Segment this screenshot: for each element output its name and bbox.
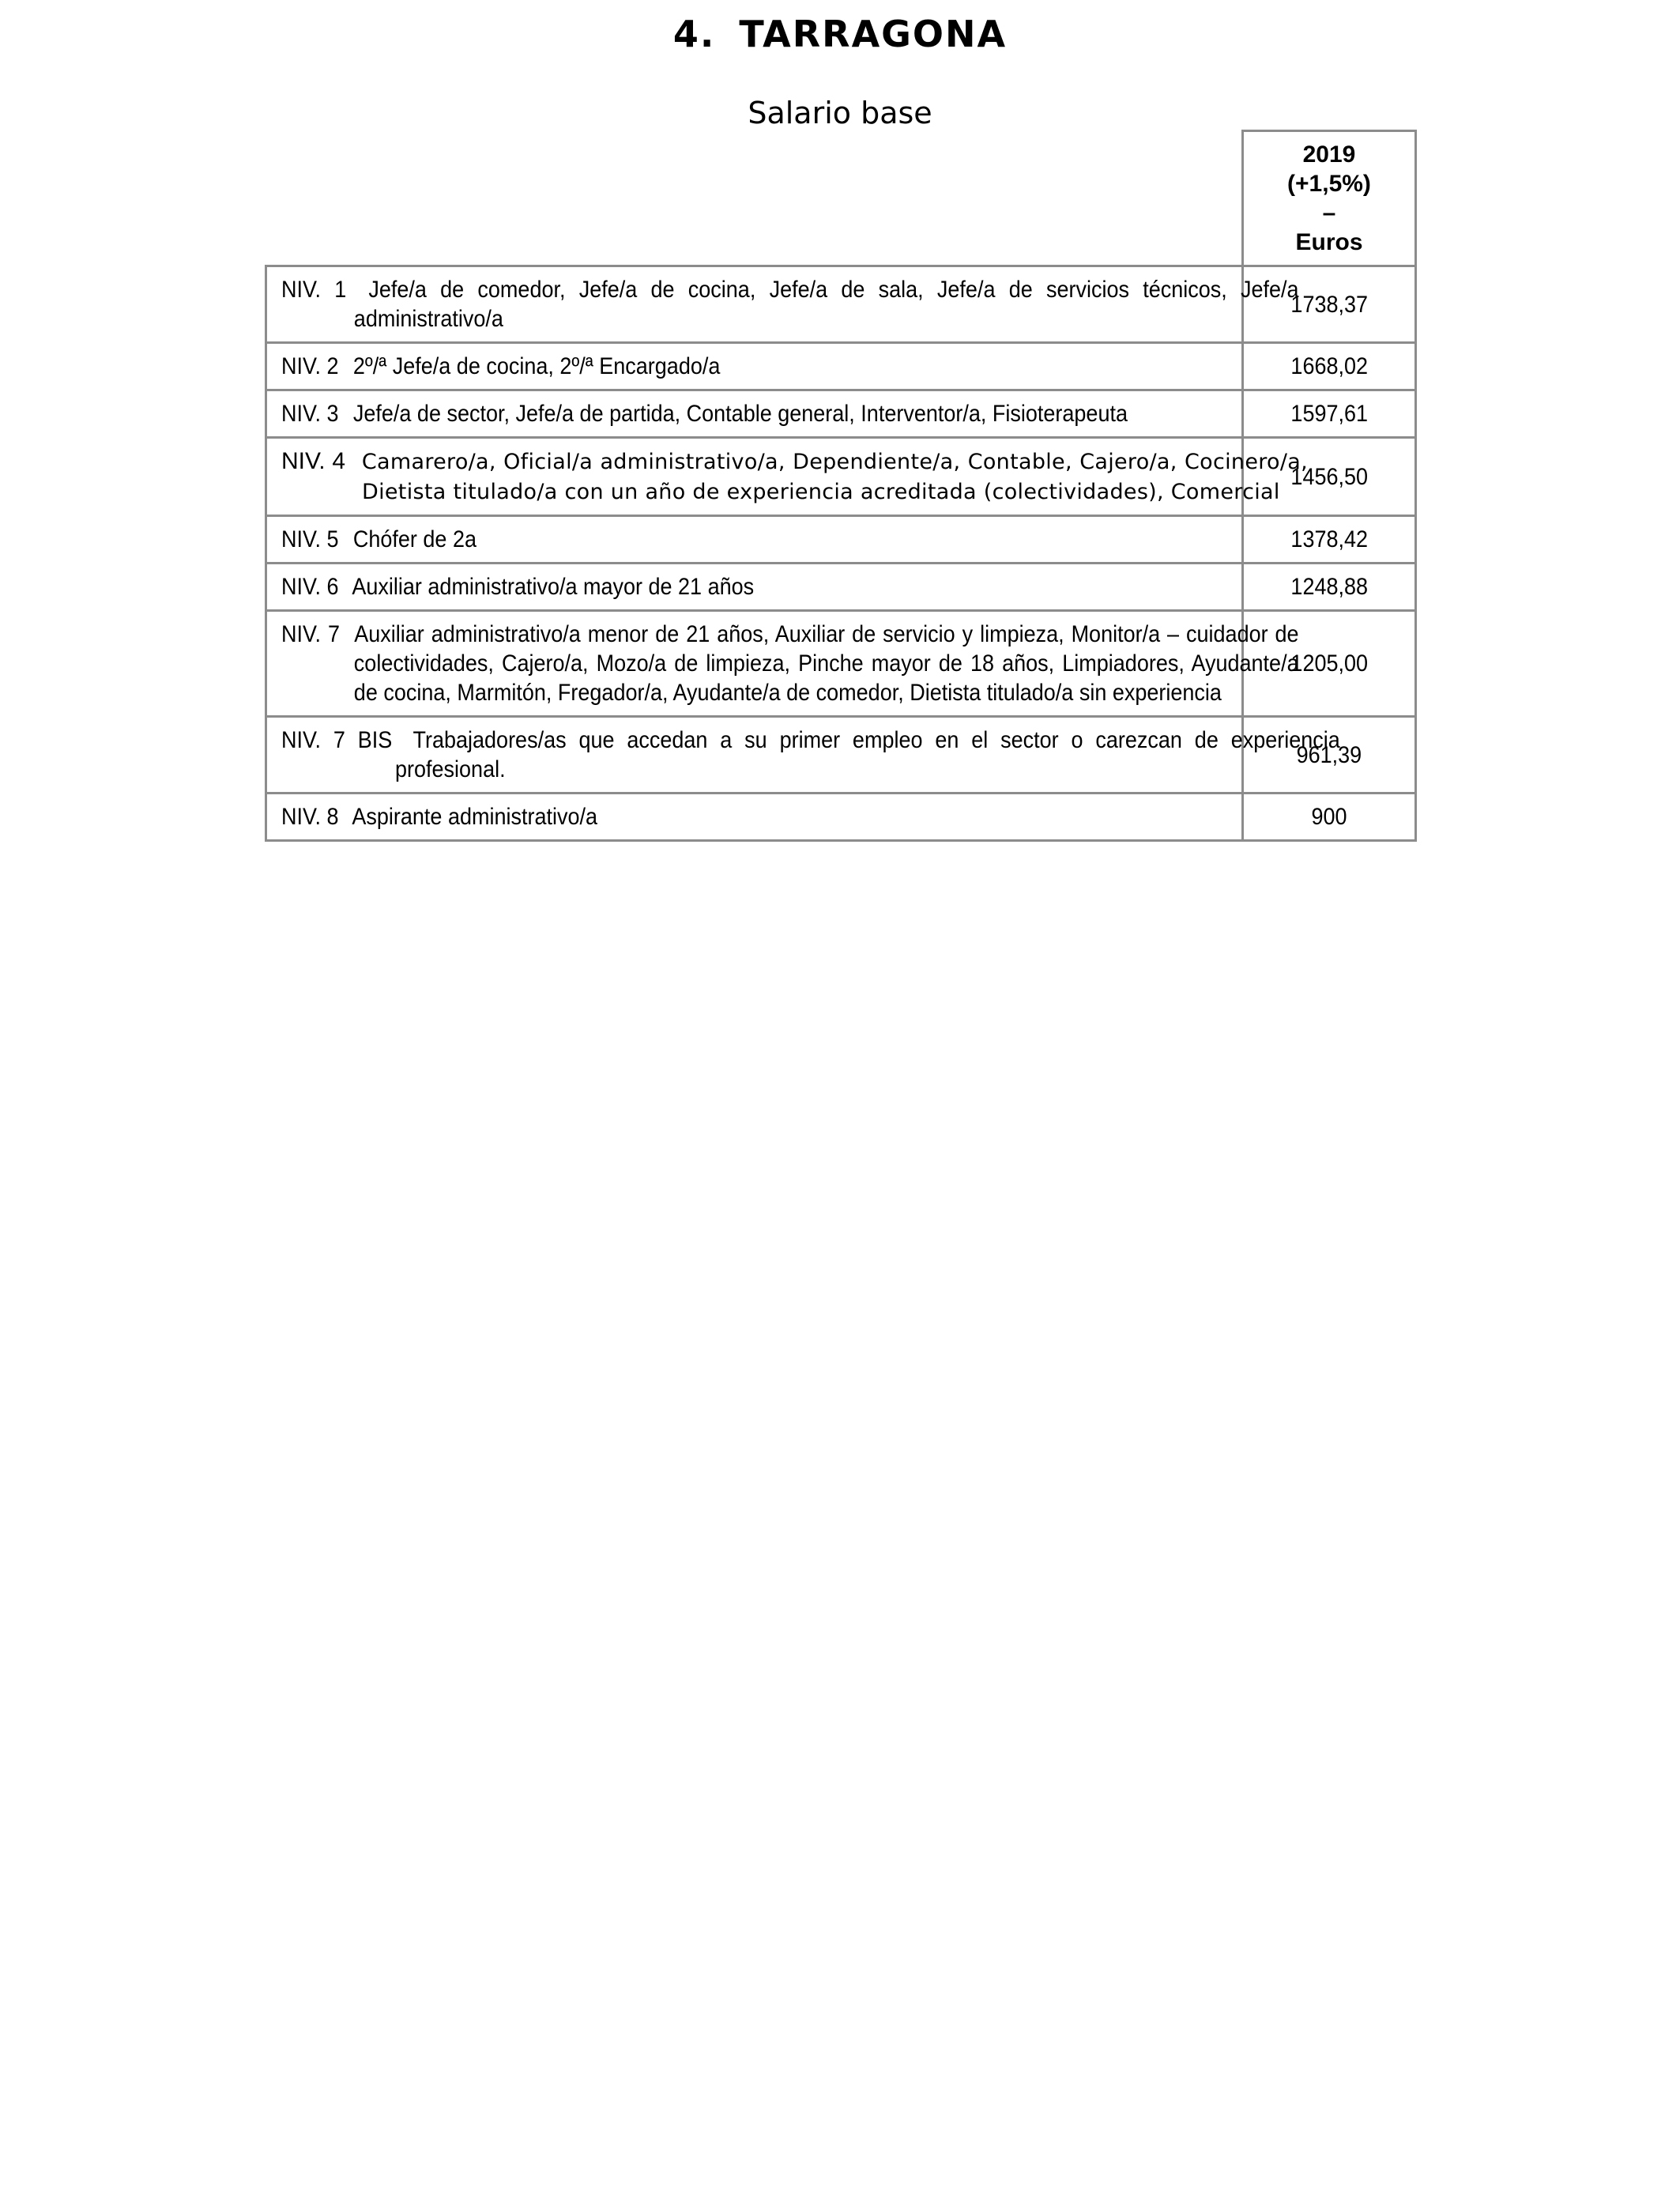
row-level: NIV. 7 [281,621,340,647]
row-level: NIV. 2 [281,353,339,379]
row-level: NIV. 8 [281,804,339,830]
salary-table [265,130,1417,842]
row-value-text: 1668,02 [1290,353,1368,379]
row-level: NIV. 7 BIS [281,727,393,753]
header-dash: – [1322,200,1336,226]
row-roles: Chófer de 2a [352,526,477,552]
table-row [266,390,1416,438]
table-row [266,343,1416,390]
table-row [266,266,1416,343]
row-description [266,266,1299,343]
row-roles: Jefe/a de sector, Jefe/a de partida, Contable general, Interventor/a, Fisioterapeuta [352,401,1128,427]
table-header-row [266,131,1416,266]
table-row [266,611,1416,717]
header-year-cell [1243,131,1416,266]
header-year: 2019 [1302,141,1356,168]
section-number: 4. [672,13,716,55]
row-description [266,390,1243,438]
section-title: TARRAGONA [739,13,1008,55]
header-currency: Euros [1295,229,1363,255]
row-level: NIV. 3 [281,401,339,427]
row-level: NIV. 4 [281,448,346,474]
table-row [266,794,1416,841]
row-value-text: 1248,88 [1290,574,1368,600]
page-title [0,9,1680,58]
row-value-text: 1456,50 [1290,463,1368,490]
table-row [266,438,1416,516]
row-value-text: 1738,37 [1290,291,1368,318]
table-subtitle: Salario base [748,96,932,130]
row-level: NIV. 5 [281,526,339,552]
header-increase: (+1,5%) [1287,171,1371,197]
header-empty-cell [266,131,1243,266]
row-value-text: 900 [1311,804,1347,830]
row-description [266,611,1299,717]
row-roles: Auxiliar administrativo/a mayor de 21 años [352,574,755,600]
row-roles: 2º/ª Jefe/a de cocina, 2º/ª Encargado/a [352,353,721,379]
table-row [266,717,1416,794]
row-value-text: 1378,42 [1290,526,1368,552]
row-level: NIV. 6 [281,574,339,600]
row-roles: Trabajadores/as que accedan a su primer empleo en el sector o carezcan de experiencia profesional. [395,727,1340,782]
row-roles: Jefe/a de comedor, Jefe/a de cocina, Jefe/a de sala, Jefe/a de servicios técnicos, Jefe/a administrativo/a [353,277,1299,332]
row-value-text: 1597,61 [1290,401,1368,427]
row-value-text: 961,39 [1296,741,1362,768]
row-description [266,564,1243,611]
row-roles: Camarero/a, Oficial/a administrativo/a, Dependiente/a, Contable, Cajero/a, Cocinero/a, Dietista titulado/a con un año de experiencia acreditada (colectividades), Comercial [361,450,1308,504]
row-value-text: 1205,00 [1290,650,1368,677]
row-description [266,794,1243,841]
row-description [266,438,1308,516]
row-roles: Auxiliar administrativo/a menor de 21 años, Auxiliar de servicio y limpieza, Monitor/a – cuidador de colectividades, Cajero/a, Mozo/a de limpieza, Pinche mayor de 18 años, Limpiadores, Ayudante/a de cocina, Marmitón, Fregador/a, Ayudante/a de comedor, Dietista titulado/a sin experiencia [353,621,1299,706]
row-roles: Aspirante administrativo/a [352,804,598,830]
table-row [266,564,1416,611]
row-description [266,343,1243,390]
table-row [266,516,1416,564]
row-level: NIV. 1 [281,277,347,303]
row-description [266,516,1243,564]
